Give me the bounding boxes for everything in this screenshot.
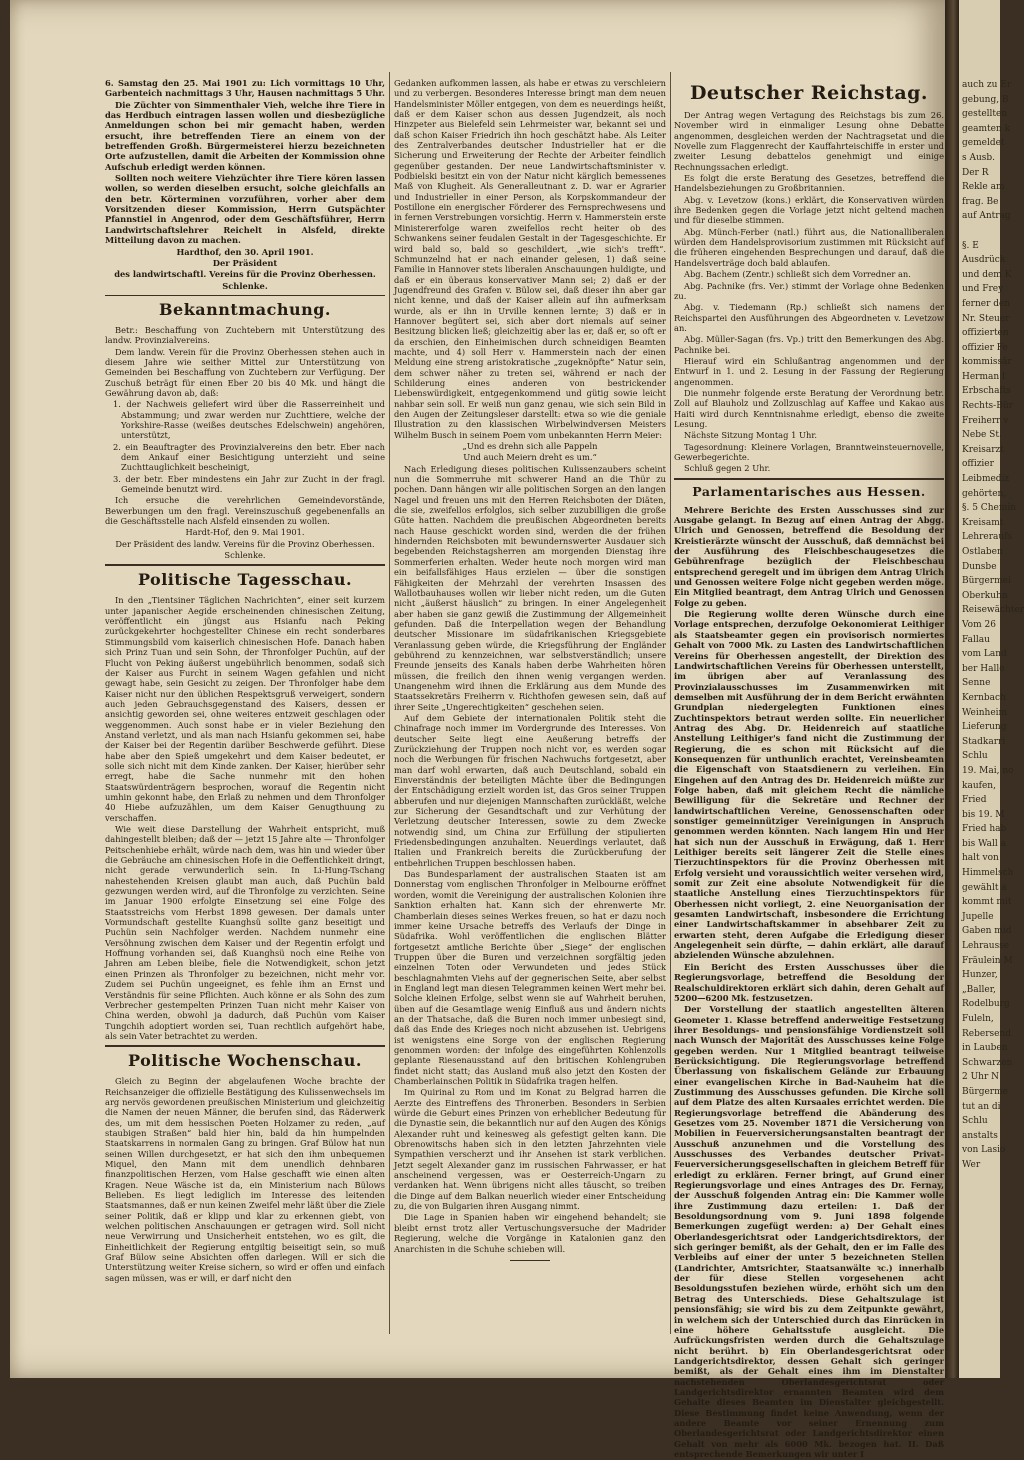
edge-line: Vom 26 [962,619,996,630]
list-item: 1. der Nachweis geliefert wird über die Rasserreinheit und Abstammung; und zwar werden nur Zuchttiere, welche der Yorkshire-Rasse (weißes deutsches Edelschwein) angehören, unterstützt, [113,399,385,441]
edge-line: Rechts-Bür [962,401,1013,412]
edge-line: und Frey [962,284,1004,295]
report-paragraph: Nächste Sitzung Montag 1 Uhr. [684,430,818,441]
edge-line: auch zu Er [962,80,1012,90]
edge-line: Leibmediz [962,474,1010,485]
edge-line: und dem K [962,269,1012,280]
edge-line: bis 19. M [962,809,1005,820]
edge-line: Kreisamt [962,517,1004,528]
report-paragraph: Abg. v. Tiedemann (Rp.) schließt sich namens der Reichspartei den Ausführungen des Abgeordneten v. Levetzow an. [674,302,944,333]
edge-line: gebung, B [962,94,1009,105]
edge-line: in Lauben [962,1043,1008,1054]
report-paragraph: Abg. Bachem (Zentr.) schließt sich dem Vorredner an. [684,269,911,280]
report-paragraph: Der Vorstellung der staatlich angestellten älteren Geometer 1. Klasse betreffend anderweitige Festsetzung ihrer Besoldungs- und pensionsfähige Vordienstzeit soll nach Wunsch der Majorität des Ausschusses keine Folge gegeben werden. Nur 1 Mitglied beantragt teilweise Berücksichtigung. Die Regierungsvorlage betreffend Überlassung von fiskalischem Gelände zur Erbauung einer evangelischen Kirche in Bad-Nauheim hat die Zustimmung des Ausschusses gefunden. Die Kirche soll auf dem Platze des alten Kursaales errichtet werden. Die Regierungsvorlage betreffend die Abänderung des Gesetzes vom 25. November 1871 die Versicherung von Mobilien in Feuerversicherungsanstalten beantragt der Ausschuß anzunehmen und die Vorstellung des Ausschusses des Verbandes deutscher Privat-Feuerversicherungsgesellschaften in gleichem Betreff für erledigt zu erklären. Ferner bringt, auf Grund einer Regierungsvorlage und eines Antrages des Dr. Fernay, der Ausschuß folgenden Antrag ein: Die Kammer wolle ihre Zustimmung dazu erteilen: 1. Daß der Besoldungsordnung vom 9. Juni 1898 folgende Bemerkungen zugefügt werden: a) Der Gehalt eines Oberlandesgerichtsrat oder Landgerichtsdirektors, der sich geringer bemißt, als der Gehalt, den er im Falle des Verbleibs auf einer der unter 5 bezeichneten Stellen (Landrichter, Amtsrichter, Staatsanwälte ꝛc.) innerhalb der für diese Stellen vorgesehenen acht Besoldungsstufen beziehen würde, erhöht sich um den Betrag des Unterschieds. Diese Gehaltszulage ist pensionsfähig; sie wird bis zu dem Zeitpunkte gewährt, in welchem sich der Unterschied durch das Einrücken in eine höhere Gehaltsstufe ausgleicht. Die Aufrückungsfristen werden durch die Gehaltszulage nicht berührt. b) Ein Oberlandesgerichtsrat oder Landgerichtsdirektor, dessen Gehalt sich geringer bemißt, als der Gehalt eines ihm im Dienstalter nachstehenden Oberlandesgerichtsrat oder Landgerichtsdirektor ernannten Beamten wird dem Gehalte dieses Beamten im Dienstalter gleichgestellt. Diese Bestimmung findet keine Anwendung, wenn der andere Beamte vor seiner Ernennung zum Oberlandesgerichtsrat oder Landgerichtsdirektor einen Gehalt von mehr als 6000 Mk. bezogen hat. II. Daß entsprechende Bemerkungen wir unter I [674,1004,944,1459]
edge-line: frag. Be [962,196,999,207]
article-paragraph: Auf dem Gebiete der internationalen Politik steht die Chinafrage noch immer im Vordergrunde des Interesses. Von deutscher Seite liegt eine Aeußerung betreffs der Zurückziehung der Truppen noch nicht vor, es werden sogar noch die Werbungen für frischen Nachwuchs fortgesetzt, aber man darf wohl erwarten, daß auch Deutschland, sobald ein Einverständnis der beteiligten Mächte über die Bedingungen der Entschädigung erzielt worden ist, das Gros seiner Truppen abberufen und nur diejenigen Mannschaften zurückläßt, welche zur Sicherung der Gesandtschaft und zur Verhütung der Verletzung deutscher Interessen, sowie zu dem Zwecke notwendig sind, um China zur Erfüllung der stipulierten Friedensbedingungen anzuhalten. Neuerdings verlautet, daß Italien und Frankreich bereits die Zurückberufung der entbehrlichen Truppen beschlossen haben. [394,712,666,868]
edge-line: gehörten, [962,488,1007,499]
section-title-tagesschau: Politische Tagesschau. [137,570,353,590]
signature-place: Hardthof, den 30. April 1901. [176,246,314,257]
edge-line: bis Wall a [962,838,1006,849]
column-2 [394,78,666,1267]
edge-line: Lehreraufs [962,532,1013,543]
edge-line: kommissär [962,357,1012,368]
edge-line: gemeldet [962,138,1005,149]
signature-title: Der Präsident [212,257,278,268]
signature-title: des landwirtschaftl. Vereins für die Provinz Oberhessen. [114,269,376,280]
edge-line: von Lasio [962,1145,1006,1156]
article-paragraph: Das Bundesparlament der australischen Staaten ist am Donnerstag vom englischen Thronfolger in Melbourne eröffnet worden, womit die Vereinigung der australischen Kolonien ihre Sanktion erhalten hat. Kann sich der ehrenwerte Mr. Chamberlain dieses seines Werkes freuen, so hat er dazu noch immer keine Ursache betreffs des Verlaufs der Dinge in Südafrika. Wohl veröffentlichen die englischen Blätter fortgesetzt amtliche Berichte über „Siege“ der englischen Truppen über die Buren und verzeichnen sorgfältig jeden einzelnen Toten oder Verwundeten und jedes Stück beschlagnahmten Viehs auf der gegnerischen Seite, aber selbst in England legt man diesen Telegrammen keinen Wert mehr bei. Solche kleinen Erfolge, selbst wenn sie auf Wahrheit beruhen, üben auf die Gesamtlage wenig Einfluß aus und ändern nichts an der Thatsache, daß die Buren noch immer unbesiegt sind, daß das Ende des Krieges noch nicht abzusehen ist. Uebrigens ist wenigstens eine Sorge von der englischen Regierung genommen worden: der infolge des eingeführten Kohlenzolls geplante Riesenausstand auf den britischen Kohlengruben findet nicht statt; das Ausland muß also jetzt den Kosten der Chamberlainschen Politik in Südafrika tragen helfen. [394,869,666,1086]
report-paragraph: Abg. Müller-Sagan (frs. Vp.) tritt den Bemerkungen des Abg. Pachnike bei. [674,334,944,355]
edge-line: Rebersend [962,1028,1011,1039]
edge-line: halt von [962,853,999,864]
edge-line: Fallau [962,634,990,645]
column-rule [389,72,390,1334]
edge-line: ferner den [962,298,1011,309]
edge-line: Schwarzen [962,1057,1013,1068]
section-title-hessen: Parlamentarisches aus Hessen. [692,483,926,499]
edge-line: Jupelle [962,911,994,922]
signature-place: Hardt-Hof, den 9. Mai 1901. [185,527,305,538]
report-paragraph: Ein Bericht des Ersten Ausschusses über die Regierungsvorlage, betreffend die Besoldung der Realschuldirektoren erklärt sich dahin, deren Gehalt auf 5200—6200 Mk. festzusetzen. [674,961,944,1003]
edge-line: Oberkuhn [962,590,1008,601]
section-title-bekanntmachung: Bekanntmachung. [158,299,331,319]
edge-line: Kreisarzt [962,444,1004,455]
edge-line: Der R [962,167,989,178]
report-paragraph: Tagesordnung: Kleinere Vorlagen, Branntweinsteuernovelle, Gewerbegerichte. [674,441,944,462]
article-paragraph: Gedanken aufkommen lassen, als habe er etwas zu verschleiern und zu verbergen. Besonderes Interesse bringt man dem neuen Handelsminister Möller entgegen, von dem es neuerdings heißt, daß er dem Kaiser schon aus dessen Jugendzeit, als noch Hinzpeter aus Bielefeld sein Lehrmeister war, bekannt sei und daß schon Kaiser Friedrich ihn hoch geschätzt habe. Als Leiter des Zentralverbandes deutscher Industrieller hat er die Sicherung und Erweiterung der Rechte der Arbeiter feindlich gegenüber gestanden. Der neue Landwirtschaftsminister v. Podbielski besitzt ein von der Natur nicht kärglich bemessenes Maß von Klugheit. Als Generalleutnant z. D. war er Agrarier und Industrieller in einer Person, als Korpskommandeur der Postillone ein energischer Förderer des Fernsprechwesens und in fernen Verstrebungen vorsichtig. Herrn v. Hammerstein erste Ministererfolge waren zweifellos recht heiter ob des Schwankens seiner feudalen Gestalt in der Tagesgeschichte. Er wird bald so, bald so geschildert, „wie sich's trefft“. Schmunzelnd hat er nach einander gelesen, 1) daß seine Familie in Hannover stets liberalen Anschauungen huldigte, und daß er ein überaus konservativer Mann sei; 2) daß er der Jugendfreund des Grafen v. Bülow sei, daß dieser ihn aber gar nicht kenne, und daß der Kaiser allein auf ihn aufmerksam wurde, als er ihn in Urville kennen lernte; 3) daß er in Hannover begütert sei, sich aber dort niemals auf seiner Besitzung blicken ließ; gleichzeitig aber las er, daß er, so oft er da erschien, den Einheimischen durch schneidigen Beamten machte, und 4) soll Herr v. Hammerstein nach der einen Meldung eine streng aristokratische „zugeknöpfte“ Natur sein, dem schwer näher zu treten sei, während er nach der Schilderung eines anderen von bestrickender Liebenswürdigkeit, entgegenkommend und gütig sowie leicht nahbar sein soll. Er weiß nun ganz genau, wie sich sein Bild in den Augen der Zeitungsleser darstellt: etwa so wie die geniale Illustration zu den klassischen Wirbelwindversen Meisters Wilhelm Busch in seinem Poem vom unbekannten Herrn Meier: [394,78,666,440]
edge-line: Nebe St. [962,430,1002,441]
list-item: 2. ein Beauftragter des Provinzialvereins den betr. Eber nach dem Ankauf einer Besichtigung unterzieht und seine Zuchttauglichkeit bescheinigt, [113,441,385,473]
article-paragraph: Die Lage in Spanien haben wir eingehend behandelt; sie bleibt ernst trotz aller Vertuschungsversuche der Madrider Regierung, welche die Vorgänge in Katalonien ganz den Anarchisten in die Schuhe schieben will. [394,1212,666,1254]
edge-line: Himmelsch [962,868,1014,879]
edge-line: Schlu [962,1116,988,1127]
section-title-wochenschau: Politische Wochenschau. [127,1051,362,1071]
edge-line: Fräulein M [962,955,1013,966]
edge-line: offizier [962,459,994,470]
signature-name: Schlenke. [224,550,266,561]
notice-conditions-list [105,399,385,494]
edge-line: §. 5 Chemin [962,503,1017,514]
report-paragraph: Mehrere Berichte des Ersten Ausschusses sind zur Ausgabe gelangt. In Bezug auf einen Antrag der Abgg. Ulrich und Genossen, betreffend die Besoldung der Kreistierärzte wünscht der Ausschuß, daß demnächst bei der Ausführung des Fleischbeschaugesetzes die Gebührenfrage bezüglich der Fleischbeschau entsprechend geregelt und im übrigen dem Antrag Ulrich und Genossen weitere Folge nicht gegeben werden möge. Ein Mitglied beantragt, dem Antrag Ulrich und Genossen Folge zu geben. [674,504,944,608]
report-paragraph: Abg. Pachnike (frs. Ver.) stimmt der Vorlage ohne Bedenken zu. [674,280,944,301]
edge-line: Fuleln, [962,1014,994,1024]
adjacent-page-text [959,0,1024,1187]
edge-line: Reisewächter [962,605,1024,616]
edge-line: geamten k [962,123,1011,134]
edge-line: Herman l [962,371,1005,382]
end-rule [510,1260,550,1261]
report-paragraph: Es folgt die erste Beratung des Gesetzes, betreffend die Handelsbeziehungen zu Großbritannien. [674,173,944,194]
edge-line: s Ausb. [962,152,996,163]
edge-line: Bürgermei [962,576,1011,587]
list-item: 3. der betr. Eber mindestens ein Jahr zur Zucht in der fragl. Gemeinde benutzt wird. [113,473,385,495]
column-1 [105,78,385,1284]
edge-line: Rekle am [962,182,1005,193]
edge-line: Hunzer, [962,970,998,981]
signature-name: Schlenke. [222,280,268,291]
report-paragraph: Die nunmehr folgende erste Beratung der Verordnung betr. Zoll auf Blauholz und Zollzuschlag auf Kaffee und Kakao aus Haiti wird durch Kenntnisnahme erledigt, ebenso die zweite Lesung. [674,387,944,429]
edge-line: offizierten [962,328,1009,339]
edge-line: Schlu [962,751,988,762]
edge-line: Weinheim [962,707,1008,718]
edge-line: ber Halle [962,663,1005,674]
article-paragraph: In den „Tientsiner Täglichen Nachrichten“, einer seit kurzem unter japanischer Aegide erscheinenden chinesischen Zeitung, veröffentlicht ein jüngst aus Hsianfu nach Peking zurückgekehrter hochgestellter Chinese ein recht sonderbares Stimmungsbild vom kaiserlich chinesischen Hofe. Danach haben sich Prinz Tuan und sein Sohn, der Thronfolger Puchün, auf der Flucht von Peking äußerst ungebührlich benommen, sodaß sich der Kaiser aus Furcht in seinem Wagen gefahlen und nicht gewagt habe, sein Gesicht zu zeigen. Der Thronfolger habe dem Kaiser nicht nur den üblichen Respektsgruß verweigert, sondern auch jeden Gebrauchsgegenstand des Kaisers, dessen er ansichtig geworden sei, ohne weiteres entzweit geschlagen oder weggenommen. Auch sonst habe er in vieler Beziehung den Anstand verletzt, und als man nach Hsianfu gekommen sei, habe der Kaiser bei der Regentin darüber Beschwerde geführt. Diese habe aber den Spieß umgekehrt und dem Kaiser bedeutet, er solle sich nicht mit dem Kinde zanken. Der Kaiser, hierüber sehr erregt, habe die Sache nunmehr mit den hohen Staatswürdenträgern besprochen, worauf die Regentin nicht umhin gekonnt habe, den Erlaß zu nehmen und dem Thronfolger 40 Hiebe aufzuzählen, um dem Kaiser Genugthuung zu verschaffen. [105,595,385,823]
report-paragraph: Schluß gegen 2 Uhr. [684,463,771,474]
column-rule [670,72,671,1334]
edge-line: „Baller, [962,984,996,995]
edge-line: anstalts [962,1130,998,1141]
edge-line: Wer [962,1159,981,1170]
edge-line: Nr. Steuer [962,313,1010,324]
divider [674,478,944,480]
article-paragraph: Wie weit diese Darstellung der Wahrheit entspricht, muß dahingestellt bleiben; daß der — jetzt 15 Jahre alte — Thronfolger Peitschenhiebe erhält, würde nach dem, was hin und wieder über die Gebräuche am chinesischen Hofe in die Oeffentlichkeit dringt, nicht gerade verwunderlich sein. In Li-Hung-Tschang nahestehenden Kreisen glaubt man auch, daß Puchün bald gezwungen werden wird, auf die Thronfolge zu verzichten. Seine im Januar 1900 erfolgte Einsetzung sei eine Folge des Staatsstreichs vom Herbst 1898 gewesen. Der damals unter Vormundschaft gestellte Kuanghsü sollte ganz beseitigt und Puchün sein Nachfolger werden. Nachdem nunmehr eine Versöhnung zwischen dem Kaiser und der Regentin erfolgt und Hoffnung vorhanden sei, daß Kuanghsü noch eine Reihe von Jahren am Leben bleibe, fiele die Notwendigkeit, schon jetzt einen Prinzen als Thronfolger zu bezeichnen, nicht mehr vor. Zudem sei Puchün ungeeignet, es fehle ihm an Ernst und Verständnis für seine Pflichten. Auch könne er als Sohn des zum Verbrecher gestempelten Prinzen Tuan nicht mehr Kaiser von China werden, obwohl ja dadurch, daß Puchün vom Kaiser Tungchih adoptiert worden sei, Tuan rechtlich aufgehört habe, als sein Vater betrachtet zu werden. [105,824,385,1041]
auction-heading: 6. Samstag den 25. Mai 1901 zu: Lich vormittags 10 Uhr, Garbenteich nachmittags 3 Uhr, Hausen nachmittags 5 Uhr. [105,78,385,99]
edge-line: Stadkarri [962,736,1006,747]
edge-line: Kernbach [962,692,1006,703]
signature-title: Der Präsident des landw. Vereins für die Provinz Oberhessen. [115,538,375,549]
auction-paragraph: Die Züchter von Simmenthaler Vieh, welche ihre Tiere in das Herdbuch eintragen lassen wollen und diesbezügliche Anmeldungen schon bei mir gemacht haben, werden ersucht, ihre betreffenden Tiere an einem von der betreffenden Großh. Bürgermeisterei hierzu bezeichneten Orte aufzustellen, damit die Arbeiten der Kommission ohne Aufschub erledigt werden können. [105,99,385,172]
edge-line: Dunsbe [962,561,997,572]
edge-line: Fried [962,795,987,806]
edge-line: 2 Uhr N [962,1072,1000,1083]
verse-line: Und auch Meiern dreht es um.“ [463,452,597,463]
divider [105,564,385,566]
edge-line: Rodelburg [962,999,1010,1010]
edge-line: offizier Fe [962,342,1008,353]
verse-line: „Und es drehn sich alle Pappeln [462,441,598,452]
column-3 [674,78,944,1460]
report-paragraph: Hierauf wird ein Schlußantrag angenommen und der Entwurf in 1. und 2. Lesung in der Fassung der Regierung angenommen. [674,355,944,387]
book-gutter [945,0,959,1378]
article-paragraph: Gleich zu Beginn der abgelaufenen Woche brachte der Reichsanzeiger die offizielle Bestätigung des Kulissenwechsels im arg nervös gewordenen preußischen Ministerium und gleichzeitig die Namen der neuen Männer, die berufen sind, das Räderwerk des, um mit dem hessischen Poeten Holzamer zu reden, „auf staubigen Straßen“ bald hier hin, bald da hin humpelnden Staatskarrens in normalen Gang zu bringen. Graf Bülow hat nun seinen Willen durchgesetzt, er hat sich den ihm unbequemen Miquel, den Mann mit dem unendlich dehnbaren finanzpolitischen Herzen, vom Halse geschafft wie einen alten Kragen. Neue Wäsche ist da, ein Ministerium nach Bülows Belieben. Es liegt lediglich im Interesse des leitenden Staatsmannes, daß er nun keinen Zweifel mehr läßt über die Ziele seiner Politik, daß er klipp und klar zu erkennen giebt, von welchen politischen Anschauungen er getragen wird. Soll nicht neue Verwirrung und Unsicherheit entstehen, wo es gilt, die Einheitlichkeit der Regierung entgiltig beiseitigt sein, so muß Graf Bülow seine Absichten offen darlegen. Will er sich die Unterstützung weiter Kreise sichern, so wird er offen und einfach sagen müssen, was er will, er darf nicht den [105,1076,386,1283]
notice-paragraph: Dem landw. Verein für die Provinz Oberhessen stehen auch in diesem Jahre wie seither Mittel zur Unterstützung von Gemeinden bei Beschaffung von Zuchtebern zur Verfügung. Der Zuschuß beträgt für einen Eber 20 bis 40 Mk. und hängt die Gewährung davon ab, daß: [105,346,385,398]
edge-line: kaufen, [962,780,996,791]
edge-line: Lieferung [962,722,1007,733]
edge-line: 19. Mai, no [962,765,1014,776]
edge-line: Ausdrück [962,255,1006,266]
article-paragraph: Im Quirinal zu Rom und im Konat zu Belgrad harren die Aerzte des Eintreffens des Thronerben. Besonders in Serbien würde die Geburt eines Prinzen von erheblicher Bedeutung für die Dynastie sein, die bekanntlich nur auf den Augen des Königs Alexander ruht und keinesweg als gefestigt gelten kann. Die Obrenowitschs haben sich in den letzten Jahrzehnten viele Sympathien verscherzt und ihr Ansehen ist stark verblichen. Jetzt segelt Alexander ganz im russischen Fahrwasser, er hat anscheinend vergessen, was er Oesterreich-Ungarn zu verdanken hat. Wenn übrigens nicht alles täuscht, so treiben die Dinge auf dem Balkan neuerlich wieder einer Entscheidung zu, die von Bulgarien ihren Ausgang nimmt. [394,1087,666,1212]
adjacent-page-edge [959,0,1024,1378]
notice-subject: Betr.: Beschaffung von Zuchtebern mit Unterstützung des landw. Provinzialvereins. [105,324,385,346]
edge-line: Erbschafts [962,386,1012,397]
edge-line: Ostlaben [962,547,1003,557]
edge-line: Freiherr v [962,415,1009,426]
report-paragraph: Der Antrag wegen Vertagung des Reichstags bis zum 26. November wird in einmaliger Lesung ohne Debatte angenommen, desgleichen werden der Nachtragsetat und die Novelle zum Flaggenrecht der Kauffahrteischiffe in erster und zweiter Lesung debattelos genehmigt und einige Rechnungssachen erledigt. [674,110,944,172]
edge-line: auf Antrag [962,211,1011,222]
divider [105,1045,385,1047]
edge-line [962,1173,1000,1188]
edge-line: §. E [962,240,979,251]
edge-line: gestellten [962,109,1008,120]
report-paragraph: Abg. v. Levetzow (kons.) erklärt, die Konservativen würden ihre Bedenken gegen die Vorlage jetzt nicht geltend machen und für dieselbe stimmen. [674,194,944,226]
edge-line: vom Land [962,649,1007,660]
notice-paragraph: Ich ersuche die verehrlichen Gemeindevorstände, Bewerbungen um den fragl. Vereinszuschuß gegebenenfalls an die Geschäftsstelle nach Alsfeld einsenden zu wollen. [105,495,385,527]
edge-line: tut an di [962,1101,1001,1112]
edge-line: Fried hab [962,824,1007,835]
edge-line: Gaben mid [962,926,1012,937]
report-paragraph: Abg. Münch-Ferber (natl.) führt aus, die Nationalliberalen würden dem Handelsprovisorium zustimmen mit Rücksicht auf die früheren eingehenden Besprechungen und darauf, daß die Handelsverträge doch bald ablaufen. [674,226,944,268]
edge-line: Senne [962,678,991,689]
newspaper-page [10,0,945,1459]
article-paragraph: Nach Erledigung dieses politischen Kulissenzaubers scheint nun die Sommerruhe mit schwerer Hand an die Thür zu pochen. Dann hängen wir alle politischen Sorgen an den langen Nagel und freuen uns mit den Herren Reichsboten der Diäten, die sie, zweifellos erfolglos, sich selber zuzubilligen die große Güte hatten. Nachdem die preußischen Abgeordneten bereits nach Hause geschickt worden sind, werden die der frühen hindernden Reichsboten mit bewundernswerter Ausdauer sich begebenden Reichstagsherren am morgenden Dienstag ihre Sommerferien erhalten. Weder heute noch morgen wird man ein beifallsfähiges Haus erzielen — über die sonstigen Fähigkeiten der Mehrzahl der verehrten Insassen des Wallotbauhauses wollen wir lieber nicht reden, um die Guten nicht „äußerst häuslich“ zu bringen. In einer Angelegenheit aber haben sie ganz gewiß die Zustimmung der Allgemeinheit gefunden. Daß die Interpellation wegen der Behandlung deutscher Missionare im südafrikanischen Kriegsgebiete Veranlassung geben würde, die Kriegsführung der Engländer gebührend zu kennzeichnen, war selbstverständlich; unsere Freunde jenseits des Kanals haben derbe Wahrheiten hören müssen, die freilich den ihnen wenig vergangen werden. Unangenehm wird ihnen die Erklärung aus dem Munde des Staatssekretärs Freiherrn v. Richthofen gewesen sein, daß auf ihrer Seite „Ungerechtigkeiten“ geschehen seien. [394,463,666,712]
divider [105,295,385,296]
report-paragraph: Die Regierung wollte deren Wünsche durch eine Vorlage entsprechen, derzufolge Oekonomierat Leithiger als Staatsbeamter gegen ein provisorisch normiertes Gehalt von 7000 Mk. zu Lasten des Landwirtschaftlichen Vereins für Oberhessen angestellt, der Direktion des Landwirtschaftlichen Vereins für Oberhessen unterstellt, im übrigen aber auf Veranlassung des Provinzialausschusses im Zusammenwirken mit demselben mit Ausführung der in dem Bericht erwähnten Grundplan niedergelegten Funktionen eines Zuchtinspektors betraut werden sollte. Ein neuerlicher Antrag des Abg. Dr. Heidenreich auf staatliche Anstellung Leithiger's fand nicht die Zustimmung der Regierung, die es schon mit Rücksicht auf die Konsequenzen für unthunlich erachtet, Vereinsbeamten die Eigenschaft von Staatsdienern zu verleihen. Ein Eingehen auf den Antrag des Dr. Heidenreich müßte zur Folge haben, daß mit gleichem Recht die nämliche Bewilligung für die Sekretäre und Rechner der landwirtschaftlichen Vereine, Genossenschaften oder sonstiger gemeinnütziger Vereinigungen in Anspruch genommen werden könnten. Nach langem Hin und Her hat sich nun der Ausschuß in Erwägung, daß 1. Herr Leithiger bereits seit längerer Zeit die Stelle eines Tierzuchtinspektors für die Provinz Oberhessen mit Erfolg versieht und voraussichtlich weiter versehen wird, somit zur Zeit eine absolute Notwendigkeit für die staatliche Anstellung eines Tierzuchtinspektors für Oberhessen nicht vorliegt, 2. eine Neuorganisation der gesamten Landwirtschaft, insbesondere die Errichtung einer Landwirtschaftskammer in absehbarer Zeit zu erwarten steht, deren Aufgabe die Erledigung dieser Angelegenheit sein dürfte, — dahin erklärt, alle darauf abzielenden Wünsche abzulehnen. [674,609,944,961]
edge-line: kommt mit [962,897,1012,908]
auction-paragraph: Sollten noch weitere Viehzüchter ihre Tiere kören lassen wollen, so werden dieselben ersucht, solche gleichfalls an den betr. Körterminen vorzuführen, vorher aber dem Vorsitzenden dieser Kommission, Herrn Gutspächter Pfannstiel in Angenrod, oder dem Geschäftsführer, Herrn Landwirtschaftslehrer Reichelt in Alsfeld, direkte Mitteilung davon zu machen. [105,173,385,246]
edge-line: Lehrausse [962,941,1010,952]
edge-line: Bürgerme [962,1086,1008,1097]
edge-line: gewählt a [962,882,1007,893]
edge-line [962,224,1000,239]
section-title-reichstag: Deutscher Reichstag. [689,82,929,104]
